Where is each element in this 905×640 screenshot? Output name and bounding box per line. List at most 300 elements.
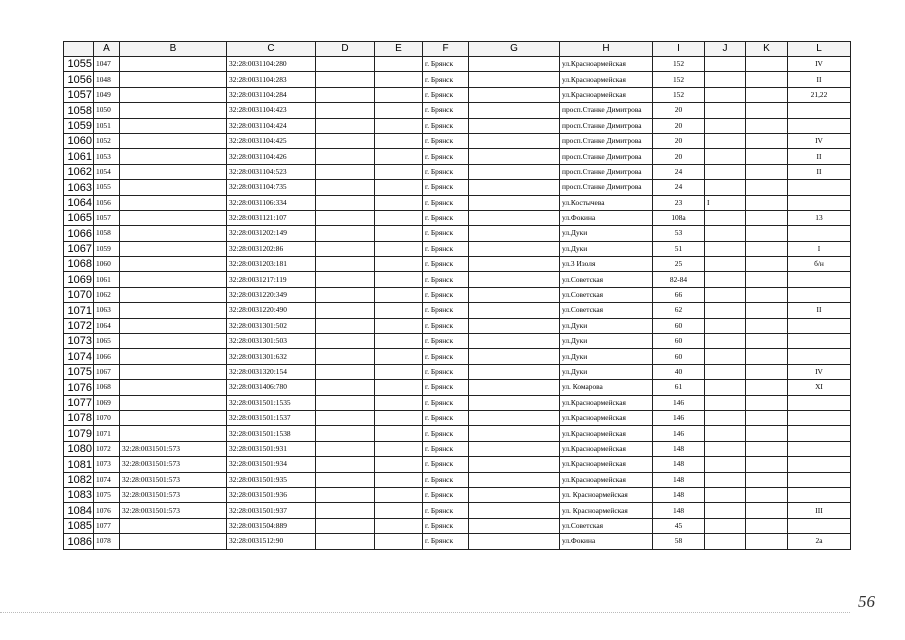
cell-j[interactable] (705, 426, 746, 441)
cell-d[interactable] (316, 210, 375, 225)
cell-j[interactable] (705, 441, 746, 456)
cell-b[interactable] (120, 334, 227, 349)
row-number[interactable]: 1077 (64, 395, 94, 410)
cell-i[interactable]: 60 (653, 349, 705, 364)
cell-e[interactable] (375, 334, 423, 349)
cell-j[interactable] (705, 457, 746, 472)
cell-a[interactable]: 1074 (94, 472, 120, 487)
cell-d[interactable] (316, 364, 375, 379)
cell-a[interactable]: 1077 (94, 518, 120, 533)
cell-a[interactable]: 1068 (94, 380, 120, 395)
cell-e[interactable] (375, 380, 423, 395)
cell-g[interactable] (469, 57, 560, 72)
cell-h[interactable]: ул.Красноармейская (560, 57, 653, 72)
cell-e[interactable] (375, 180, 423, 195)
cell-f[interactable]: г. Брянск (423, 87, 469, 102)
cell-f[interactable]: г. Брянск (423, 226, 469, 241)
cell-d[interactable] (316, 518, 375, 533)
cell-d[interactable] (316, 472, 375, 487)
cell-f[interactable]: г. Брянск (423, 287, 469, 302)
cell-i[interactable]: 61 (653, 380, 705, 395)
cell-c[interactable]: 32:28:0031504:889 (227, 518, 316, 533)
cell-l[interactable] (788, 272, 851, 287)
cell-j[interactable] (705, 72, 746, 87)
row-number[interactable]: 1085 (64, 518, 94, 533)
cell-a[interactable]: 1067 (94, 364, 120, 379)
cell-d[interactable] (316, 87, 375, 102)
row-number[interactable]: 1070 (64, 287, 94, 302)
cell-l[interactable]: IV (788, 133, 851, 148)
cell-i[interactable]: 60 (653, 318, 705, 333)
cell-j[interactable] (705, 87, 746, 102)
cell-g[interactable] (469, 241, 560, 256)
cell-k[interactable] (746, 395, 788, 410)
row-number[interactable]: 1076 (64, 380, 94, 395)
cell-i[interactable]: 148 (653, 441, 705, 456)
cell-i[interactable]: 152 (653, 57, 705, 72)
cell-l[interactable] (788, 318, 851, 333)
row-number[interactable]: 1055 (64, 57, 94, 72)
cell-e[interactable] (375, 472, 423, 487)
cell-l[interactable]: I (788, 241, 851, 256)
cell-a[interactable]: 1059 (94, 241, 120, 256)
cell-l[interactable]: IV (788, 364, 851, 379)
cell-f[interactable]: г. Брянск (423, 318, 469, 333)
cell-g[interactable] (469, 487, 560, 502)
cell-h[interactable]: просп.Станке Димитрова (560, 118, 653, 133)
cell-l[interactable]: IV (788, 57, 851, 72)
cell-d[interactable] (316, 487, 375, 502)
row-number[interactable]: 1058 (64, 103, 94, 118)
row-number[interactable]: 1061 (64, 149, 94, 164)
cell-c[interactable]: 32:28:0031501:935 (227, 472, 316, 487)
column-header-a[interactable]: A (94, 42, 120, 57)
cell-c[interactable]: 32:28:0031501:937 (227, 503, 316, 518)
cell-i[interactable]: 152 (653, 72, 705, 87)
cell-g[interactable] (469, 503, 560, 518)
cell-b[interactable]: 32:28:0031501:573 (120, 441, 227, 456)
cell-j[interactable] (705, 272, 746, 287)
row-number[interactable]: 1084 (64, 503, 94, 518)
cell-a[interactable]: 1065 (94, 334, 120, 349)
cell-g[interactable] (469, 272, 560, 287)
row-number[interactable]: 1083 (64, 487, 94, 502)
cell-c[interactable]: 32:28:0031121:107 (227, 210, 316, 225)
cell-i[interactable]: 146 (653, 410, 705, 425)
cell-e[interactable] (375, 426, 423, 441)
column-header-g[interactable]: G (469, 42, 560, 57)
cell-f[interactable]: г. Брянск (423, 364, 469, 379)
cell-k[interactable] (746, 103, 788, 118)
cell-e[interactable] (375, 303, 423, 318)
cell-k[interactable] (746, 318, 788, 333)
cell-k[interactable] (746, 334, 788, 349)
cell-k[interactable] (746, 410, 788, 425)
cell-l[interactable]: II (788, 164, 851, 179)
cell-j[interactable] (705, 349, 746, 364)
row-number[interactable]: 1081 (64, 457, 94, 472)
cell-a[interactable]: 1078 (94, 534, 120, 549)
cell-k[interactable] (746, 241, 788, 256)
cell-g[interactable] (469, 72, 560, 87)
cell-k[interactable] (746, 441, 788, 456)
cell-e[interactable] (375, 349, 423, 364)
cell-a[interactable]: 1071 (94, 426, 120, 441)
cell-k[interactable] (746, 72, 788, 87)
cell-i[interactable]: 146 (653, 395, 705, 410)
cell-k[interactable] (746, 272, 788, 287)
cell-k[interactable] (746, 503, 788, 518)
row-number[interactable]: 1082 (64, 472, 94, 487)
cell-d[interactable] (316, 334, 375, 349)
cell-g[interactable] (469, 103, 560, 118)
cell-h[interactable]: ул.Дуки (560, 241, 653, 256)
cell-l[interactable] (788, 472, 851, 487)
row-number[interactable]: 1078 (64, 410, 94, 425)
cell-j[interactable] (705, 503, 746, 518)
cell-g[interactable] (469, 210, 560, 225)
cell-h[interactable]: ул.Советская (560, 272, 653, 287)
cell-a[interactable]: 1054 (94, 164, 120, 179)
cell-c[interactable]: 32:28:0031202:86 (227, 241, 316, 256)
cell-f[interactable]: г. Брянск (423, 441, 469, 456)
cell-e[interactable] (375, 503, 423, 518)
cell-g[interactable] (469, 257, 560, 272)
cell-j[interactable]: I (705, 195, 746, 210)
cell-b[interactable] (120, 149, 227, 164)
cell-g[interactable] (469, 518, 560, 533)
cell-c[interactable]: 32:28:0031501:934 (227, 457, 316, 472)
cell-g[interactable] (469, 118, 560, 133)
cell-f[interactable]: г. Брянск (423, 380, 469, 395)
cell-i[interactable]: 24 (653, 180, 705, 195)
cell-i[interactable]: 24 (653, 164, 705, 179)
cell-l[interactable] (788, 487, 851, 502)
cell-b[interactable] (120, 410, 227, 425)
cell-j[interactable] (705, 133, 746, 148)
cell-g[interactable] (469, 87, 560, 102)
cell-h[interactable]: ул.Дуки (560, 226, 653, 241)
cell-a[interactable]: 1062 (94, 287, 120, 302)
row-number[interactable]: 1062 (64, 164, 94, 179)
cell-f[interactable]: г. Брянск (423, 503, 469, 518)
cell-j[interactable] (705, 226, 746, 241)
column-header-j[interactable]: J (705, 42, 746, 57)
cell-i[interactable]: 148 (653, 457, 705, 472)
cell-e[interactable] (375, 487, 423, 502)
cell-b[interactable] (120, 57, 227, 72)
cell-e[interactable] (375, 410, 423, 425)
cell-f[interactable]: г. Брянск (423, 164, 469, 179)
cell-b[interactable] (120, 380, 227, 395)
cell-g[interactable] (469, 303, 560, 318)
column-header-i[interactable]: I (653, 42, 705, 57)
cell-a[interactable]: 1050 (94, 103, 120, 118)
cell-f[interactable]: г. Брянск (423, 395, 469, 410)
cell-e[interactable] (375, 272, 423, 287)
cell-b[interactable]: 32:28:0031501:573 (120, 503, 227, 518)
cell-d[interactable] (316, 395, 375, 410)
cell-a[interactable]: 1061 (94, 272, 120, 287)
column-header-h[interactable]: H (560, 42, 653, 57)
cell-d[interactable] (316, 164, 375, 179)
cell-b[interactable]: 32:28:0031501:573 (120, 457, 227, 472)
cell-h[interactable]: просп.Станке Димитрова (560, 164, 653, 179)
cell-k[interactable] (746, 457, 788, 472)
cell-e[interactable] (375, 257, 423, 272)
corner-cell[interactable] (64, 42, 94, 57)
cell-f[interactable]: г. Брянск (423, 303, 469, 318)
column-header-d[interactable]: D (316, 42, 375, 57)
cell-g[interactable] (469, 133, 560, 148)
cell-k[interactable] (746, 210, 788, 225)
cell-l[interactable] (788, 103, 851, 118)
cell-c[interactable]: 32:28:0031104:523 (227, 164, 316, 179)
cell-f[interactable]: г. Брянск (423, 349, 469, 364)
cell-b[interactable] (120, 395, 227, 410)
cell-f[interactable]: г. Брянск (423, 272, 469, 287)
cell-l[interactable] (788, 287, 851, 302)
cell-f[interactable]: г. Брянск (423, 472, 469, 487)
cell-d[interactable] (316, 195, 375, 210)
cell-a[interactable]: 1072 (94, 441, 120, 456)
cell-c[interactable]: 32:28:0031104:283 (227, 72, 316, 87)
cell-b[interactable] (120, 87, 227, 102)
cell-i[interactable]: 148 (653, 487, 705, 502)
cell-k[interactable] (746, 472, 788, 487)
cell-l[interactable]: XI (788, 380, 851, 395)
cell-d[interactable] (316, 72, 375, 87)
cell-i[interactable]: 51 (653, 241, 705, 256)
cell-f[interactable]: г. Брянск (423, 195, 469, 210)
cell-j[interactable] (705, 210, 746, 225)
cell-l[interactable] (788, 441, 851, 456)
cell-c[interactable]: 32:28:0031301:503 (227, 334, 316, 349)
cell-g[interactable] (469, 164, 560, 179)
row-number[interactable]: 1056 (64, 72, 94, 87)
cell-d[interactable] (316, 287, 375, 302)
cell-c[interactable]: 32:28:0031106:334 (227, 195, 316, 210)
cell-c[interactable]: 32:28:0031320:154 (227, 364, 316, 379)
cell-a[interactable]: 1056 (94, 195, 120, 210)
cell-e[interactable] (375, 164, 423, 179)
cell-f[interactable]: г. Брянск (423, 334, 469, 349)
column-header-c[interactable]: C (227, 42, 316, 57)
cell-h[interactable]: ул.Красноармейская (560, 410, 653, 425)
cell-h[interactable]: ул. Красноармейская (560, 503, 653, 518)
cell-j[interactable] (705, 410, 746, 425)
cell-h[interactable]: ул.Красноармейская (560, 72, 653, 87)
cell-h[interactable]: просп.Станке Димитрова (560, 133, 653, 148)
cell-h[interactable]: ул.Дуки (560, 334, 653, 349)
cell-h[interactable]: просп.Станке Димитрова (560, 103, 653, 118)
cell-l[interactable]: III (788, 503, 851, 518)
cell-e[interactable] (375, 395, 423, 410)
cell-e[interactable] (375, 210, 423, 225)
cell-b[interactable] (120, 210, 227, 225)
cell-h[interactable]: ул.Фокина (560, 210, 653, 225)
cell-c[interactable]: 32:28:0031104:424 (227, 118, 316, 133)
cell-h[interactable]: просп.Станке Димитрова (560, 149, 653, 164)
row-number[interactable]: 1060 (64, 133, 94, 148)
cell-i[interactable]: 148 (653, 503, 705, 518)
column-header-k[interactable]: K (746, 42, 788, 57)
cell-h[interactable]: ул.Красноармейская (560, 472, 653, 487)
cell-g[interactable] (469, 318, 560, 333)
cell-i[interactable]: 25 (653, 257, 705, 272)
cell-a[interactable]: 1055 (94, 180, 120, 195)
cell-a[interactable]: 1058 (94, 226, 120, 241)
cell-c[interactable]: 32:28:0031104:425 (227, 133, 316, 148)
cell-k[interactable] (746, 364, 788, 379)
cell-b[interactable]: 32:28:0031501:573 (120, 487, 227, 502)
cell-l[interactable]: б/н (788, 257, 851, 272)
cell-g[interactable] (469, 395, 560, 410)
cell-h[interactable]: ул.Костычева (560, 195, 653, 210)
row-number[interactable]: 1063 (64, 180, 94, 195)
cell-i[interactable]: 53 (653, 226, 705, 241)
cell-c[interactable]: 32:28:0031220:490 (227, 303, 316, 318)
cell-b[interactable] (120, 180, 227, 195)
cell-d[interactable] (316, 349, 375, 364)
cell-k[interactable] (746, 195, 788, 210)
cell-i[interactable]: 40 (653, 364, 705, 379)
cell-a[interactable]: 1051 (94, 118, 120, 133)
cell-i[interactable]: 60 (653, 334, 705, 349)
cell-f[interactable]: г. Брянск (423, 149, 469, 164)
cell-b[interactable] (120, 72, 227, 87)
cell-k[interactable] (746, 518, 788, 533)
cell-h[interactable]: ул.Дуки (560, 349, 653, 364)
cell-c[interactable]: 32:28:0031501:936 (227, 487, 316, 502)
cell-c[interactable]: 32:28:0031501:1538 (227, 426, 316, 441)
cell-k[interactable] (746, 118, 788, 133)
cell-k[interactable] (746, 349, 788, 364)
cell-j[interactable] (705, 164, 746, 179)
cell-e[interactable] (375, 195, 423, 210)
row-number[interactable]: 1074 (64, 349, 94, 364)
cell-h[interactable]: ул.Красноармейская (560, 395, 653, 410)
cell-f[interactable]: г. Брянск (423, 210, 469, 225)
cell-i[interactable]: 20 (653, 133, 705, 148)
cell-l[interactable]: 21,22 (788, 87, 851, 102)
cell-e[interactable] (375, 318, 423, 333)
cell-d[interactable] (316, 441, 375, 456)
cell-d[interactable] (316, 241, 375, 256)
cell-j[interactable] (705, 518, 746, 533)
cell-d[interactable] (316, 257, 375, 272)
cell-d[interactable] (316, 410, 375, 425)
cell-e[interactable] (375, 457, 423, 472)
cell-h[interactable]: ул.Фокина (560, 534, 653, 549)
cell-b[interactable] (120, 118, 227, 133)
cell-c[interactable]: 32:28:0031104:280 (227, 57, 316, 72)
cell-d[interactable] (316, 457, 375, 472)
row-number[interactable]: 1072 (64, 318, 94, 333)
cell-i[interactable]: 148 (653, 472, 705, 487)
cell-d[interactable] (316, 57, 375, 72)
cell-a[interactable]: 1069 (94, 395, 120, 410)
cell-k[interactable] (746, 87, 788, 102)
cell-e[interactable] (375, 72, 423, 87)
cell-j[interactable] (705, 318, 746, 333)
cell-b[interactable] (120, 164, 227, 179)
cell-e[interactable] (375, 87, 423, 102)
cell-k[interactable] (746, 287, 788, 302)
cell-a[interactable]: 1076 (94, 503, 120, 518)
cell-l[interactable]: 2а (788, 534, 851, 549)
cell-l[interactable] (788, 457, 851, 472)
cell-g[interactable] (469, 457, 560, 472)
cell-c[interactable]: 32:28:0031203:181 (227, 257, 316, 272)
cell-g[interactable] (469, 364, 560, 379)
cell-f[interactable]: г. Брянск (423, 103, 469, 118)
row-number[interactable]: 1066 (64, 226, 94, 241)
cell-i[interactable]: 58 (653, 534, 705, 549)
cell-d[interactable] (316, 133, 375, 148)
cell-d[interactable] (316, 426, 375, 441)
cell-l[interactable] (788, 349, 851, 364)
cell-b[interactable] (120, 318, 227, 333)
cell-l[interactable] (788, 118, 851, 133)
cell-a[interactable]: 1064 (94, 318, 120, 333)
cell-g[interactable] (469, 534, 560, 549)
cell-c[interactable]: 32:28:0031104:284 (227, 87, 316, 102)
cell-i[interactable]: 23 (653, 195, 705, 210)
cell-a[interactable]: 1063 (94, 303, 120, 318)
cell-a[interactable]: 1060 (94, 257, 120, 272)
cell-f[interactable]: г. Брянск (423, 257, 469, 272)
cell-h[interactable]: ул.3 Изоля (560, 257, 653, 272)
cell-k[interactable] (746, 426, 788, 441)
cell-l[interactable] (788, 518, 851, 533)
row-number[interactable]: 1064 (64, 195, 94, 210)
cell-l[interactable] (788, 426, 851, 441)
row-number[interactable]: 1071 (64, 303, 94, 318)
row-number[interactable]: 1065 (64, 210, 94, 225)
cell-a[interactable]: 1053 (94, 149, 120, 164)
cell-j[interactable] (705, 257, 746, 272)
cell-j[interactable] (705, 103, 746, 118)
cell-k[interactable] (746, 303, 788, 318)
cell-k[interactable] (746, 534, 788, 549)
cell-e[interactable] (375, 287, 423, 302)
cell-f[interactable]: г. Брянск (423, 133, 469, 148)
cell-h[interactable]: ул.Красноармейская (560, 441, 653, 456)
cell-c[interactable]: 32:28:0031104:735 (227, 180, 316, 195)
cell-d[interactable] (316, 303, 375, 318)
cell-h[interactable]: ул.Дуки (560, 318, 653, 333)
cell-h[interactable]: ул. Красноармейская (560, 487, 653, 502)
cell-b[interactable] (120, 241, 227, 256)
cell-h[interactable]: ул.Советская (560, 303, 653, 318)
cell-h[interactable]: ул.Красноармейская (560, 457, 653, 472)
cell-e[interactable] (375, 57, 423, 72)
cell-b[interactable] (120, 426, 227, 441)
cell-j[interactable] (705, 57, 746, 72)
cell-l[interactable] (788, 226, 851, 241)
cell-d[interactable] (316, 226, 375, 241)
cell-h[interactable]: ул. Комарова (560, 380, 653, 395)
cell-g[interactable] (469, 287, 560, 302)
cell-j[interactable] (705, 334, 746, 349)
cell-a[interactable]: 1070 (94, 410, 120, 425)
cell-i[interactable]: 66 (653, 287, 705, 302)
cell-g[interactable] (469, 380, 560, 395)
cell-d[interactable] (316, 118, 375, 133)
cell-f[interactable]: г. Брянск (423, 426, 469, 441)
cell-a[interactable]: 1066 (94, 349, 120, 364)
